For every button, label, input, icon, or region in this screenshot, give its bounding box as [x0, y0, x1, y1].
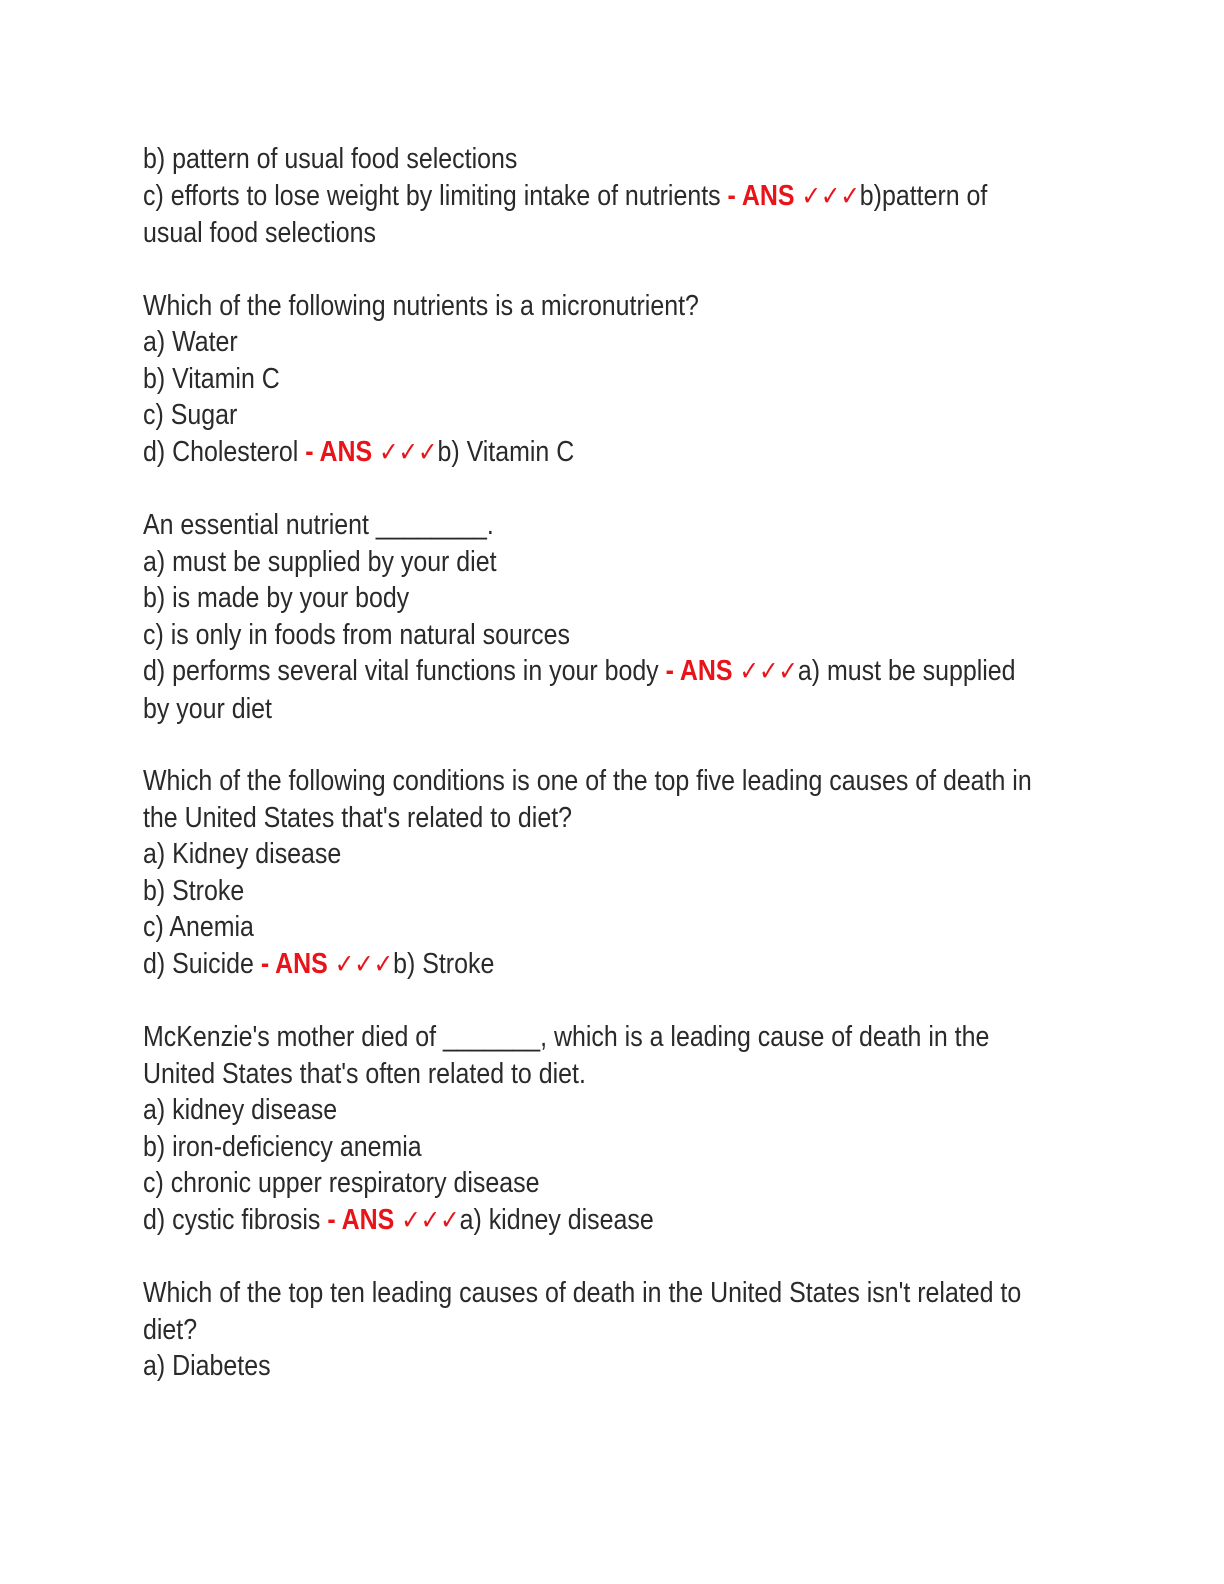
- option: c) Sugar: [143, 399, 238, 431]
- answer-text: a) must be supplied: [797, 655, 1016, 687]
- checkmark-icon: ✓✓✓: [334, 948, 394, 980]
- option: b) iron-deficiency anemia: [143, 1130, 422, 1163]
- checkmark-icon: ✓✓✓: [401, 1204, 460, 1236]
- question-block: [143, 763, 1083, 983]
- answer-text-continued: usual food selections: [143, 217, 376, 249]
- question-block: [143, 141, 1083, 252]
- question-block: [143, 1019, 1083, 1239]
- answer-text: a) kidney disease: [459, 1203, 654, 1236]
- question-block: [143, 288, 1083, 472]
- option: d) Cholesterol: [143, 435, 299, 468]
- option: d) performs several vital functions in your body: [143, 655, 659, 687]
- answer-line: [143, 653, 1083, 691]
- option: c) Anemia: [143, 911, 254, 943]
- checkmark-icon: ✓✓✓: [801, 180, 860, 212]
- question-text-continued: the United States that's related to diet?: [143, 801, 573, 834]
- question-text: An essential nutrient ________.: [143, 509, 494, 541]
- question-text-continued: United States that's often related to diet.: [143, 1057, 586, 1090]
- answer-line: [143, 434, 1083, 472]
- checkmark-icon: ✓✓✓: [379, 436, 438, 468]
- option: d) cystic fibrosis: [143, 1203, 321, 1236]
- answer-text: b) Vitamin C: [437, 435, 575, 468]
- option: b) is made by your body: [143, 582, 410, 614]
- option: d) Suicide: [143, 947, 254, 980]
- document-body: [143, 141, 1083, 1385]
- option: a) must be supplied by your diet: [143, 545, 497, 578]
- ans-label: - ANS: [327, 1203, 395, 1236]
- option: c) chronic upper respiratory disease: [143, 1167, 540, 1199]
- question-text: McKenzie's mother died of _______, which is a leading cause of death in the: [143, 1021, 990, 1053]
- checkmark-icon: ✓✓✓: [739, 656, 798, 687]
- answer-text-continued: by your diet: [143, 692, 272, 725]
- ans-label: - ANS: [305, 435, 373, 468]
- ans-label: - ANS: [665, 655, 733, 687]
- option: c) efforts to lose weight by limiting intake of nutrients: [143, 179, 721, 212]
- question-block: [143, 507, 1083, 727]
- option: b) pattern of usual food selections: [143, 143, 518, 175]
- question-text: Which of the following nutrients is a micronutrient?: [143, 289, 699, 322]
- answer-line: [143, 1202, 1083, 1240]
- option: a) kidney disease: [143, 1094, 338, 1126]
- ans-label: - ANS: [260, 947, 328, 980]
- answer-line: [143, 178, 1083, 216]
- question-text-continued: diet?: [143, 1313, 198, 1346]
- question-text: Which of the following conditions is one of the top five leading causes of death in: [143, 765, 1032, 797]
- option: c) is only in foods from natural sources: [143, 618, 570, 651]
- question-block: [143, 1275, 1083, 1385]
- answer-text: b) Stroke: [393, 947, 495, 980]
- option: a) Water: [143, 326, 238, 358]
- option: a) Diabetes: [143, 1350, 271, 1382]
- option: b) Stroke: [143, 874, 245, 907]
- ans-label: - ANS: [727, 179, 795, 212]
- option: a) Kidney disease: [143, 838, 342, 870]
- answer-text: b)pattern of: [859, 179, 988, 212]
- option: b) Vitamin C: [143, 362, 280, 395]
- question-text: Which of the top ten leading causes of death in the United States isn't related to: [143, 1277, 1022, 1309]
- answer-line: [143, 946, 1083, 984]
